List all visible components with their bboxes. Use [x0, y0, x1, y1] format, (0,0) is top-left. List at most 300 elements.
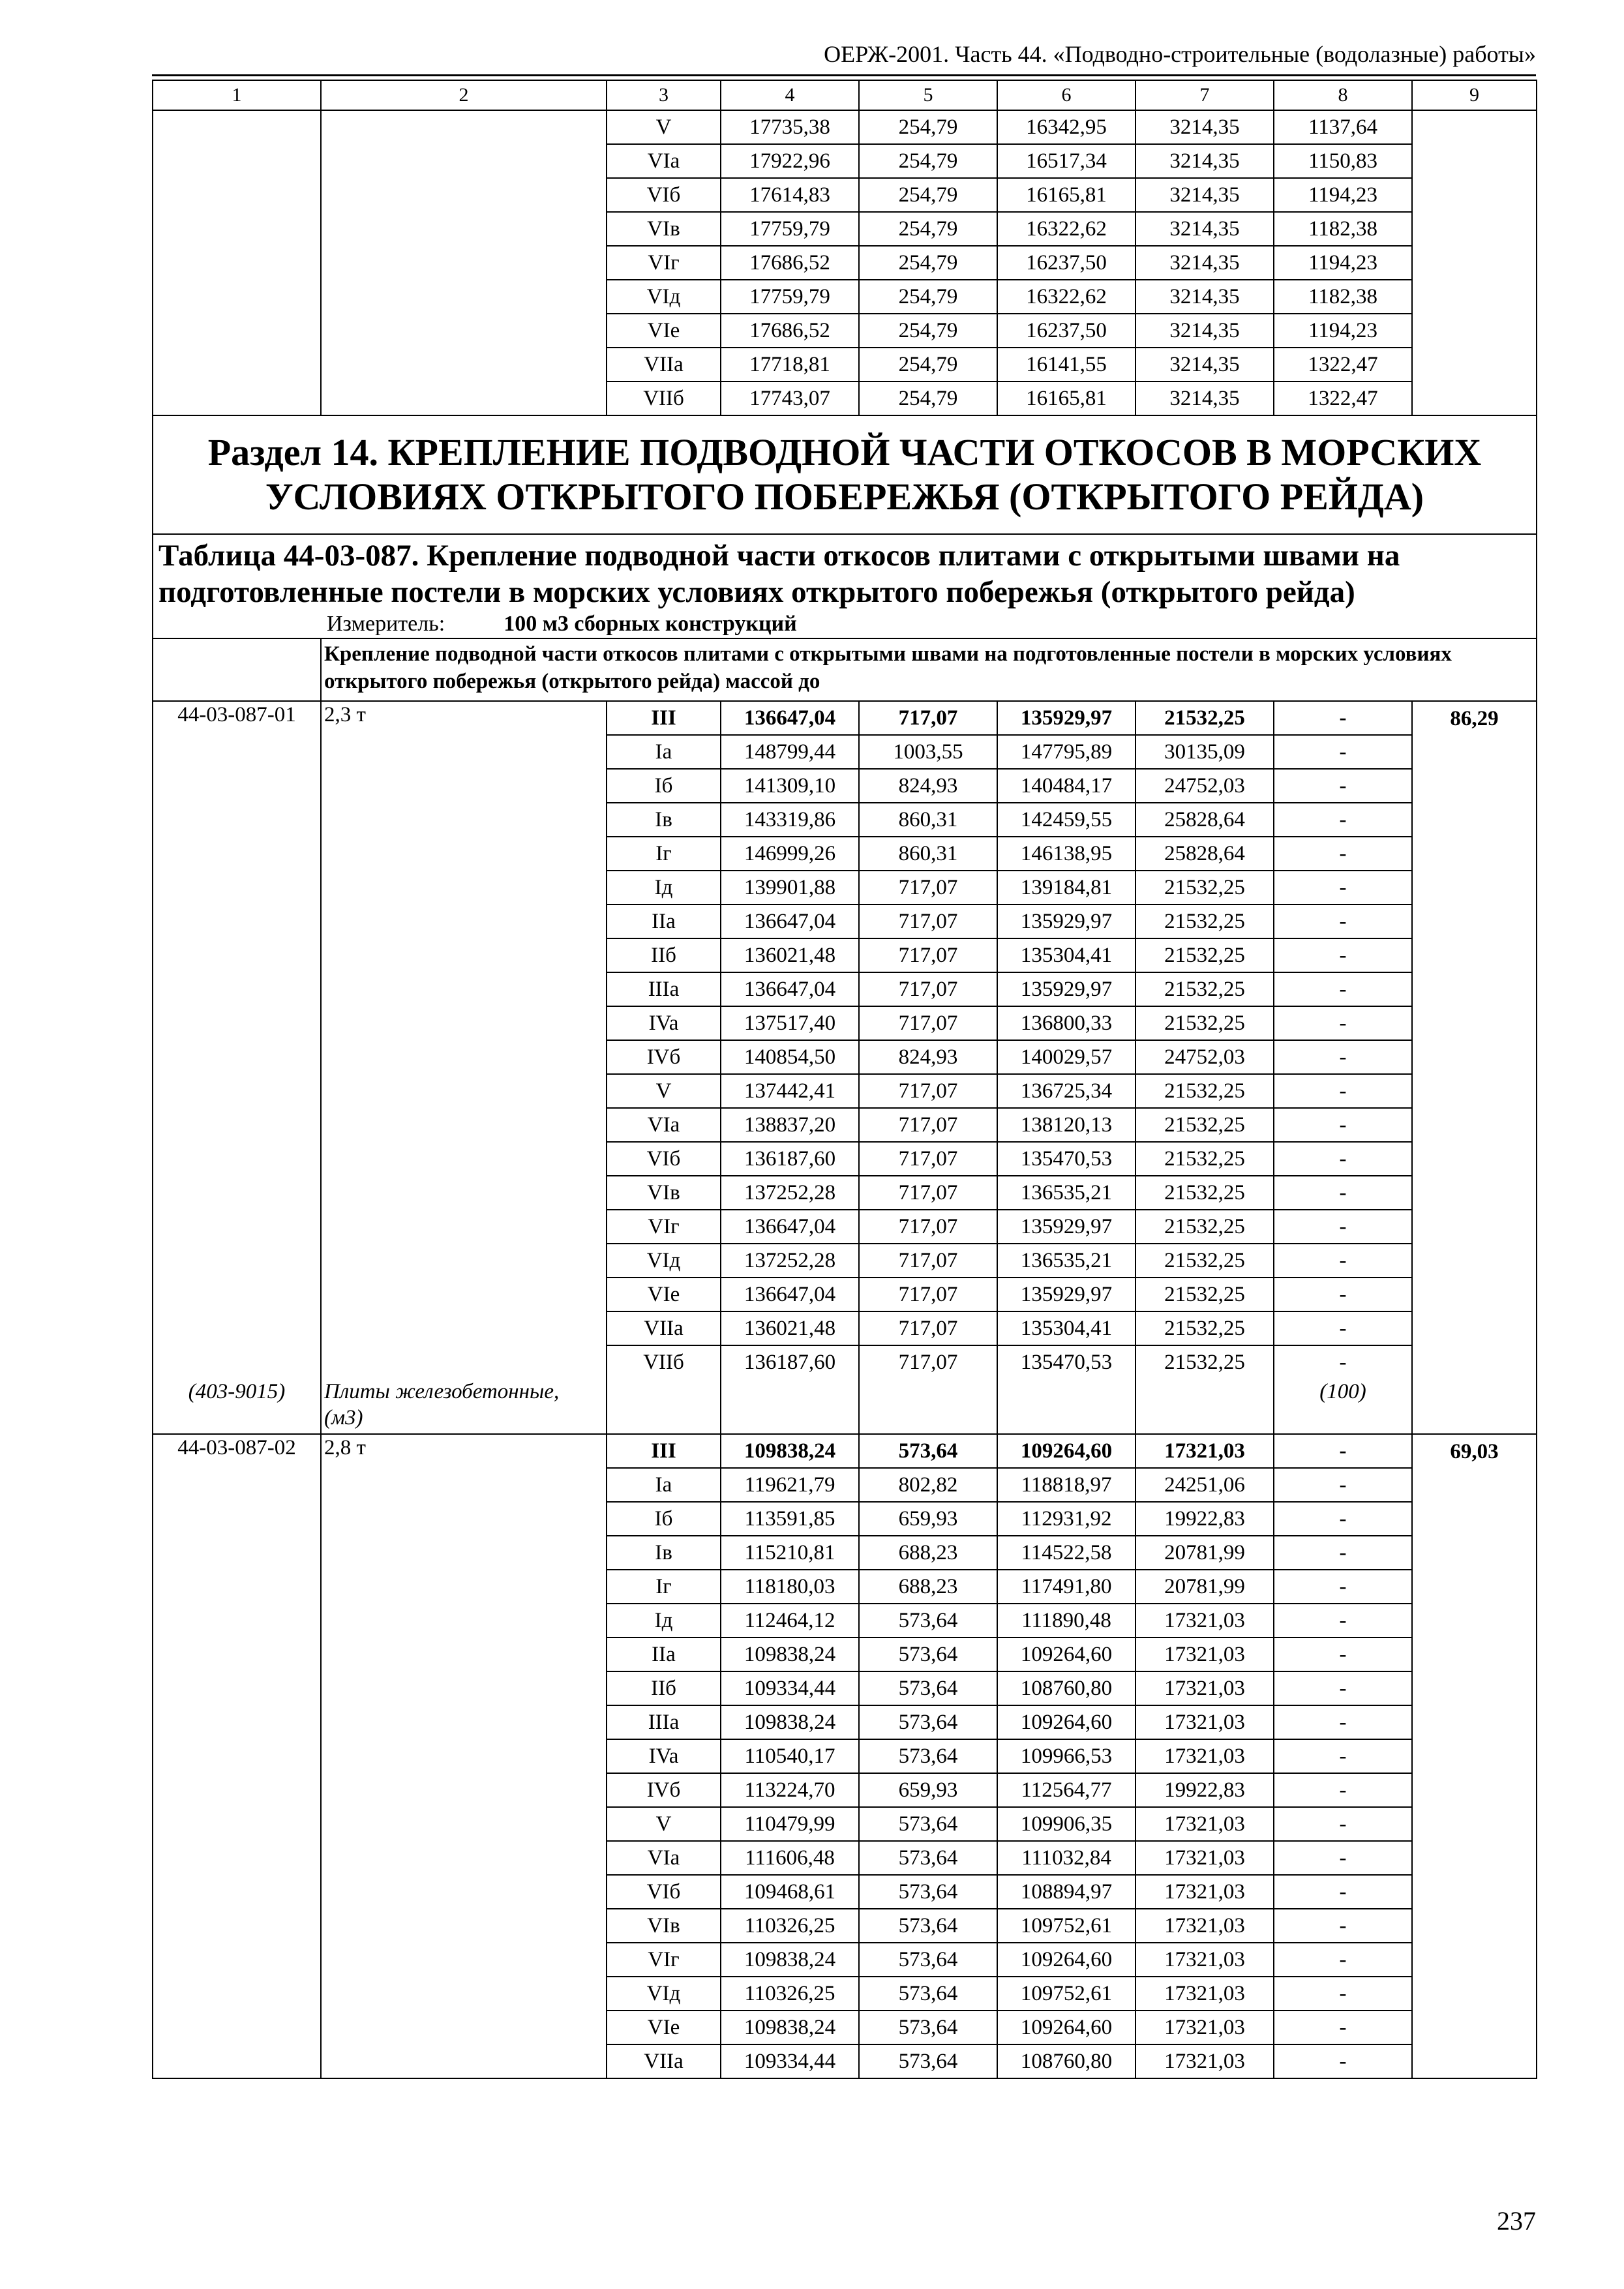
name-cell	[321, 348, 607, 382]
labor-wages: 573,64	[859, 1434, 997, 1468]
machine-costs: 135929,97	[997, 1278, 1135, 1311]
machinist-wages: 30135,09	[1135, 735, 1274, 769]
materials-costs: -	[1274, 1210, 1412, 1244]
region-code: VIIб	[607, 1345, 721, 1379]
table-row	[153, 314, 1537, 348]
code-cell	[153, 735, 321, 769]
name-cell	[321, 1345, 607, 1379]
item-code: 44-03-087-01	[153, 701, 321, 735]
table-title-cell	[153, 534, 1537, 638]
code-cell	[153, 1210, 321, 1244]
materials-costs: -	[1274, 1345, 1412, 1379]
resource-code: (403-9015)	[153, 1379, 321, 1434]
direct-costs: 110479,99	[721, 1807, 859, 1841]
code-cell	[153, 2011, 321, 2044]
column-number: 7	[1135, 80, 1274, 110]
region-code: VIв	[607, 1909, 721, 1943]
col9-cell	[1412, 1570, 1537, 1604]
code-cell	[153, 1841, 321, 1875]
col9-cell	[1412, 1943, 1537, 1977]
col9-cell	[1412, 2011, 1537, 2044]
labor-wages: 573,64	[859, 1909, 997, 1943]
machine-costs: 135929,97	[997, 972, 1135, 1006]
table-row	[153, 1074, 1537, 1108]
region-code: III	[607, 1434, 721, 1468]
table-row	[153, 1434, 1537, 1468]
materials-costs: -	[1274, 1638, 1412, 1671]
labor-wages: 254,79	[859, 348, 997, 382]
machinist-wages: 21532,25	[1135, 871, 1274, 905]
region-code: Iг	[607, 1570, 721, 1604]
labor-wages: 802,82	[859, 1468, 997, 1502]
region-code: Ia	[607, 1468, 721, 1502]
table-row	[153, 144, 1537, 178]
code-cell	[153, 1909, 321, 1943]
machine-costs: 136725,34	[997, 1074, 1135, 1108]
code-cell	[153, 1176, 321, 1210]
col9-cell	[1412, 871, 1537, 905]
labor-wages: 573,64	[859, 1638, 997, 1671]
name-cell	[321, 2011, 607, 2044]
table-row	[153, 1536, 1537, 1570]
machinist-wages: 21532,25	[1135, 1210, 1274, 1244]
machine-costs: 109264,60	[997, 1638, 1135, 1671]
labor-wages: 717,07	[859, 1244, 997, 1278]
machinist-wages: 21532,25	[1135, 1278, 1274, 1311]
materials-costs: -	[1274, 1807, 1412, 1841]
table-row	[153, 1278, 1537, 1311]
machine-costs: 136535,21	[997, 1244, 1135, 1278]
materials-costs: -	[1274, 837, 1412, 871]
labor-wages: 573,64	[859, 1943, 997, 1977]
name-cell	[321, 382, 607, 415]
name-cell	[321, 314, 607, 348]
code-cell	[153, 1875, 321, 1909]
region-code: VIд	[607, 1977, 721, 2011]
name-cell	[321, 1604, 607, 1638]
direct-costs: 17686,52	[721, 314, 859, 348]
direct-costs: 113591,85	[721, 1502, 859, 1536]
machinist-wages: 3214,35	[1135, 382, 1274, 415]
materials-costs: -	[1274, 1739, 1412, 1773]
materials-costs: 1322,47	[1274, 348, 1412, 382]
direct-costs: 137517,40	[721, 1006, 859, 1040]
region-code: Iв	[607, 803, 721, 837]
direct-costs: 17759,79	[721, 212, 859, 246]
name-cell	[321, 837, 607, 871]
region-code: VIб	[607, 1142, 721, 1176]
direct-costs: 136647,04	[721, 972, 859, 1006]
col9-cell	[1412, 837, 1537, 871]
machinist-wages: 21532,25	[1135, 1311, 1274, 1345]
col9-cell	[1412, 382, 1537, 415]
name-cell	[321, 1278, 607, 1311]
col9-cell	[1412, 803, 1537, 837]
direct-costs: 136021,48	[721, 1311, 859, 1345]
col9-cell	[1412, 1739, 1537, 1773]
code-cell	[153, 1074, 321, 1108]
region-code: VIг	[607, 1210, 721, 1244]
column-number: 1	[153, 80, 321, 110]
machinist-wages: 17321,03	[1135, 2044, 1274, 2078]
table-row	[153, 1909, 1537, 1943]
machinist-wages: 17321,03	[1135, 1434, 1274, 1468]
machine-costs: 109752,61	[997, 1977, 1135, 2011]
region-code: IIIa	[607, 1705, 721, 1739]
machine-costs: 16165,81	[997, 178, 1135, 212]
col9-cell	[1412, 212, 1537, 246]
code-cell	[153, 1705, 321, 1739]
materials-costs: -	[1274, 1570, 1412, 1604]
labor-wages: 860,31	[859, 803, 997, 837]
materials-costs: -	[1274, 2011, 1412, 2044]
name-cell	[321, 1705, 607, 1739]
region-code: VIa	[607, 1108, 721, 1142]
code-cell	[153, 280, 321, 314]
code-cell	[153, 1536, 321, 1570]
labor-wages: 573,64	[859, 1977, 997, 2011]
direct-costs: 109468,61	[721, 1875, 859, 1909]
name-cell	[321, 1909, 607, 1943]
table-row	[153, 905, 1537, 938]
machine-costs: 136800,33	[997, 1006, 1135, 1040]
col9-cell	[1412, 110, 1537, 144]
name-cell	[321, 2044, 607, 2078]
resource-empty-cell	[859, 1379, 997, 1434]
machinist-wages: 21532,25	[1135, 1006, 1274, 1040]
table-row	[153, 871, 1537, 905]
machine-costs: 16517,34	[997, 144, 1135, 178]
col9-cell	[1412, 2044, 1537, 2078]
materials-costs: -	[1274, 1604, 1412, 1638]
direct-costs: 119621,79	[721, 1468, 859, 1502]
region-code: IIa	[607, 1638, 721, 1671]
name-cell	[321, 246, 607, 280]
materials-costs: 1194,23	[1274, 314, 1412, 348]
labor-wages: 573,64	[859, 2044, 997, 2078]
resource-row	[153, 1379, 1537, 1434]
machine-costs: 140484,17	[997, 769, 1135, 803]
col9-cell	[1412, 1210, 1537, 1244]
direct-costs: 136187,60	[721, 1142, 859, 1176]
table-body	[153, 80, 1537, 2078]
direct-costs: 136647,04	[721, 905, 859, 938]
machine-costs: 140029,57	[997, 1040, 1135, 1074]
machinist-wages: 21532,25	[1135, 938, 1274, 972]
table-row	[153, 1176, 1537, 1210]
machine-costs: 146138,95	[997, 837, 1135, 871]
name-cell	[321, 735, 607, 769]
table-row	[153, 1210, 1537, 1244]
table-row	[153, 1943, 1537, 1977]
table-row	[153, 1604, 1537, 1638]
region-code: Iд	[607, 1604, 721, 1638]
labor-wages: 717,07	[859, 938, 997, 972]
code-cell	[153, 1671, 321, 1705]
name-cell	[321, 1468, 607, 1502]
direct-costs: 109838,24	[721, 2011, 859, 2044]
direct-costs: 140854,50	[721, 1040, 859, 1074]
labor-wages: 717,07	[859, 871, 997, 905]
table-row	[153, 803, 1537, 837]
direct-costs: 136021,48	[721, 938, 859, 972]
direct-costs: 17614,83	[721, 178, 859, 212]
col9-cell	[1412, 1773, 1537, 1807]
machine-costs: 135929,97	[997, 905, 1135, 938]
machinist-wages: 19922,83	[1135, 1502, 1274, 1536]
materials-costs: -	[1274, 1040, 1412, 1074]
table-row	[153, 178, 1537, 212]
machine-costs: 108760,80	[997, 1671, 1135, 1705]
materials-costs: 1194,23	[1274, 246, 1412, 280]
name-cell	[321, 1943, 607, 1977]
materials-costs: -	[1274, 2044, 1412, 2078]
col9-cell	[1412, 1638, 1537, 1671]
materials-costs: 1182,38	[1274, 212, 1412, 246]
labor-wages: 717,07	[859, 1074, 997, 1108]
machinist-wages: 3214,35	[1135, 280, 1274, 314]
resource-empty-cell	[997, 1379, 1135, 1434]
running-title: ОЕРЖ-2001. Часть 44. «Подводно-строительные (водолазные) работы»	[824, 41, 1536, 67]
name-cell	[321, 110, 607, 144]
code-cell	[153, 1604, 321, 1638]
region-code: VIIб	[607, 382, 721, 415]
region-code: IIIa	[607, 972, 721, 1006]
code-cell	[153, 1345, 321, 1379]
machine-costs: 16165,81	[997, 382, 1135, 415]
direct-costs: 136647,04	[721, 701, 859, 735]
code-cell	[153, 314, 321, 348]
code-cell	[153, 212, 321, 246]
col9-cell	[1412, 1807, 1537, 1841]
code-cell	[153, 1468, 321, 1502]
direct-costs: 109838,24	[721, 1638, 859, 1671]
region-code: VIa	[607, 144, 721, 178]
name-cell	[321, 1773, 607, 1807]
materials-costs: -	[1274, 1909, 1412, 1943]
table-row	[153, 1006, 1537, 1040]
column-number: 6	[997, 80, 1135, 110]
machine-costs: 147795,89	[997, 735, 1135, 769]
labor-wages: 688,23	[859, 1570, 997, 1604]
name-cell	[321, 212, 607, 246]
labor-wages: 717,07	[859, 1176, 997, 1210]
name-cell	[321, 1142, 607, 1176]
col9-cell	[1412, 1909, 1537, 1943]
direct-costs: 136647,04	[721, 1278, 859, 1311]
materials-costs: -	[1274, 1074, 1412, 1108]
col9-cell	[1412, 769, 1537, 803]
col9-cell	[1412, 1705, 1537, 1739]
workers-labor: 69,03	[1412, 1434, 1537, 1468]
region-code: VIe	[607, 1278, 721, 1311]
code-cell	[153, 382, 321, 415]
item-code: 44-03-087-02	[153, 1434, 321, 1468]
table-row	[153, 1570, 1537, 1604]
materials-costs: 1150,83	[1274, 144, 1412, 178]
machinist-wages: 3214,35	[1135, 178, 1274, 212]
machinist-wages: 21532,25	[1135, 1176, 1274, 1210]
code-cell	[153, 1773, 321, 1807]
labor-wages: 573,64	[859, 2011, 997, 2044]
table-row	[153, 837, 1537, 871]
resource-empty-cell	[607, 1379, 721, 1434]
direct-costs: 109838,24	[721, 1943, 859, 1977]
machine-costs: 136535,21	[997, 1176, 1135, 1210]
code-cell	[153, 972, 321, 1006]
name-cell	[321, 1176, 607, 1210]
col9-cell	[1412, 1311, 1537, 1345]
machinist-wages: 3214,35	[1135, 212, 1274, 246]
name-cell	[321, 1006, 607, 1040]
machinist-wages: 17321,03	[1135, 1638, 1274, 1671]
labor-wages: 717,07	[859, 905, 997, 938]
code-cell	[153, 1943, 321, 1977]
table-row	[153, 972, 1537, 1006]
labor-wages: 573,64	[859, 1739, 997, 1773]
code-cell	[153, 1006, 321, 1040]
machinist-wages: 3214,35	[1135, 314, 1274, 348]
direct-costs: 17686,52	[721, 246, 859, 280]
table-row	[153, 1142, 1537, 1176]
machine-costs: 139184,81	[997, 871, 1135, 905]
name-cell	[321, 1311, 607, 1345]
col9-cell	[1412, 1379, 1537, 1434]
region-code: Ia	[607, 735, 721, 769]
machine-costs: 109752,61	[997, 1909, 1135, 1943]
column-number: 4	[721, 80, 859, 110]
machinist-wages: 21532,25	[1135, 905, 1274, 938]
machinist-wages: 20781,99	[1135, 1536, 1274, 1570]
labor-wages: 824,93	[859, 1040, 997, 1074]
labor-wages: 573,64	[859, 1671, 997, 1705]
machine-costs: 109264,60	[997, 2011, 1135, 2044]
machine-costs: 111032,84	[997, 1841, 1135, 1875]
page-number: 237	[1497, 2206, 1536, 2236]
direct-costs: 118180,03	[721, 1570, 859, 1604]
name-cell	[321, 1244, 607, 1278]
code-cell	[153, 938, 321, 972]
table-row	[153, 246, 1537, 280]
materials-costs: -	[1274, 938, 1412, 972]
region-code: VIг	[607, 1943, 721, 1977]
table-row	[153, 280, 1537, 314]
machine-costs: 135470,53	[997, 1345, 1135, 1379]
machinist-wages: 17321,03	[1135, 2011, 1274, 2044]
code-cell	[153, 1739, 321, 1773]
direct-costs: 110326,25	[721, 1909, 859, 1943]
machine-costs: 16322,62	[997, 280, 1135, 314]
materials-costs: -	[1274, 1671, 1412, 1705]
table-row	[153, 1502, 1537, 1536]
materials-costs: -	[1274, 1006, 1412, 1040]
table-row	[153, 1739, 1537, 1773]
machinist-wages: 17321,03	[1135, 1977, 1274, 2011]
materials-costs: -	[1274, 972, 1412, 1006]
labor-wages: 254,79	[859, 110, 997, 144]
region-code: Iб	[607, 769, 721, 803]
table-row	[153, 938, 1537, 972]
labor-wages: 254,79	[859, 314, 997, 348]
machine-costs: 109264,60	[997, 1705, 1135, 1739]
direct-costs: 138837,20	[721, 1108, 859, 1142]
direct-costs: 111606,48	[721, 1841, 859, 1875]
machinist-wages: 17321,03	[1135, 1671, 1274, 1705]
col9-cell	[1412, 972, 1537, 1006]
labor-wages: 717,07	[859, 1006, 997, 1040]
column-number: 3	[607, 80, 721, 110]
table-row	[153, 1345, 1537, 1379]
direct-costs: 113224,70	[721, 1773, 859, 1807]
machinist-wages: 21532,25	[1135, 1074, 1274, 1108]
machinist-wages: 21532,25	[1135, 1244, 1274, 1278]
machinist-wages: 25828,64	[1135, 803, 1274, 837]
machinist-wages: 3214,35	[1135, 246, 1274, 280]
name-cell	[321, 178, 607, 212]
region-code: VIб	[607, 1875, 721, 1909]
name-cell	[321, 905, 607, 938]
code-cell	[153, 1807, 321, 1841]
section-row	[153, 415, 1537, 534]
labor-wages: 688,23	[859, 1536, 997, 1570]
region-code: VIв	[607, 1176, 721, 1210]
col9-cell	[1412, 1604, 1537, 1638]
labor-wages: 717,07	[859, 1142, 997, 1176]
labor-wages: 717,07	[859, 1210, 997, 1244]
region-code: VIIa	[607, 2044, 721, 2078]
labor-wages: 717,07	[859, 1108, 997, 1142]
header-rule	[152, 74, 1536, 76]
table-row	[153, 701, 1537, 735]
col9-cell	[1412, 348, 1537, 382]
col9-cell	[1412, 905, 1537, 938]
labor-wages: 573,64	[859, 1875, 997, 1909]
table-row	[153, 1244, 1537, 1278]
machine-costs: 16237,50	[997, 314, 1135, 348]
table-row	[153, 382, 1537, 415]
code-cell	[153, 769, 321, 803]
code-cell	[153, 1977, 321, 2011]
resource-value: (100)	[1274, 1379, 1412, 1434]
region-code: VIe	[607, 2011, 721, 2044]
name-cell	[321, 972, 607, 1006]
col9-cell	[1412, 1536, 1537, 1570]
direct-costs: 109334,44	[721, 2044, 859, 2078]
col9-cell	[1412, 1468, 1537, 1502]
region-code: IVa	[607, 1006, 721, 1040]
col9-cell	[1412, 735, 1537, 769]
machinist-wages: 17321,03	[1135, 1604, 1274, 1638]
materials-costs: -	[1274, 1142, 1412, 1176]
direct-costs: 17922,96	[721, 144, 859, 178]
column-number: 2	[321, 80, 607, 110]
description-text: Крепление подводной части откосов плитами с открытыми швами на подготовленные постели в морских условиях открытого побережья (открытого рейда) массой до	[321, 638, 1537, 701]
labor-wages: 573,64	[859, 1705, 997, 1739]
materials-costs: -	[1274, 905, 1412, 938]
col9-cell	[1412, 1142, 1537, 1176]
region-code: IVб	[607, 1040, 721, 1074]
materials-costs: -	[1274, 1705, 1412, 1739]
labor-wages: 860,31	[859, 837, 997, 871]
code-cell	[153, 348, 321, 382]
materials-costs: 1322,47	[1274, 382, 1412, 415]
name-cell	[321, 1570, 607, 1604]
direct-costs: 143319,86	[721, 803, 859, 837]
machine-costs: 16237,50	[997, 246, 1135, 280]
direct-costs: 17735,38	[721, 110, 859, 144]
machine-costs: 112564,77	[997, 1773, 1135, 1807]
labor-wages: 717,07	[859, 972, 997, 1006]
